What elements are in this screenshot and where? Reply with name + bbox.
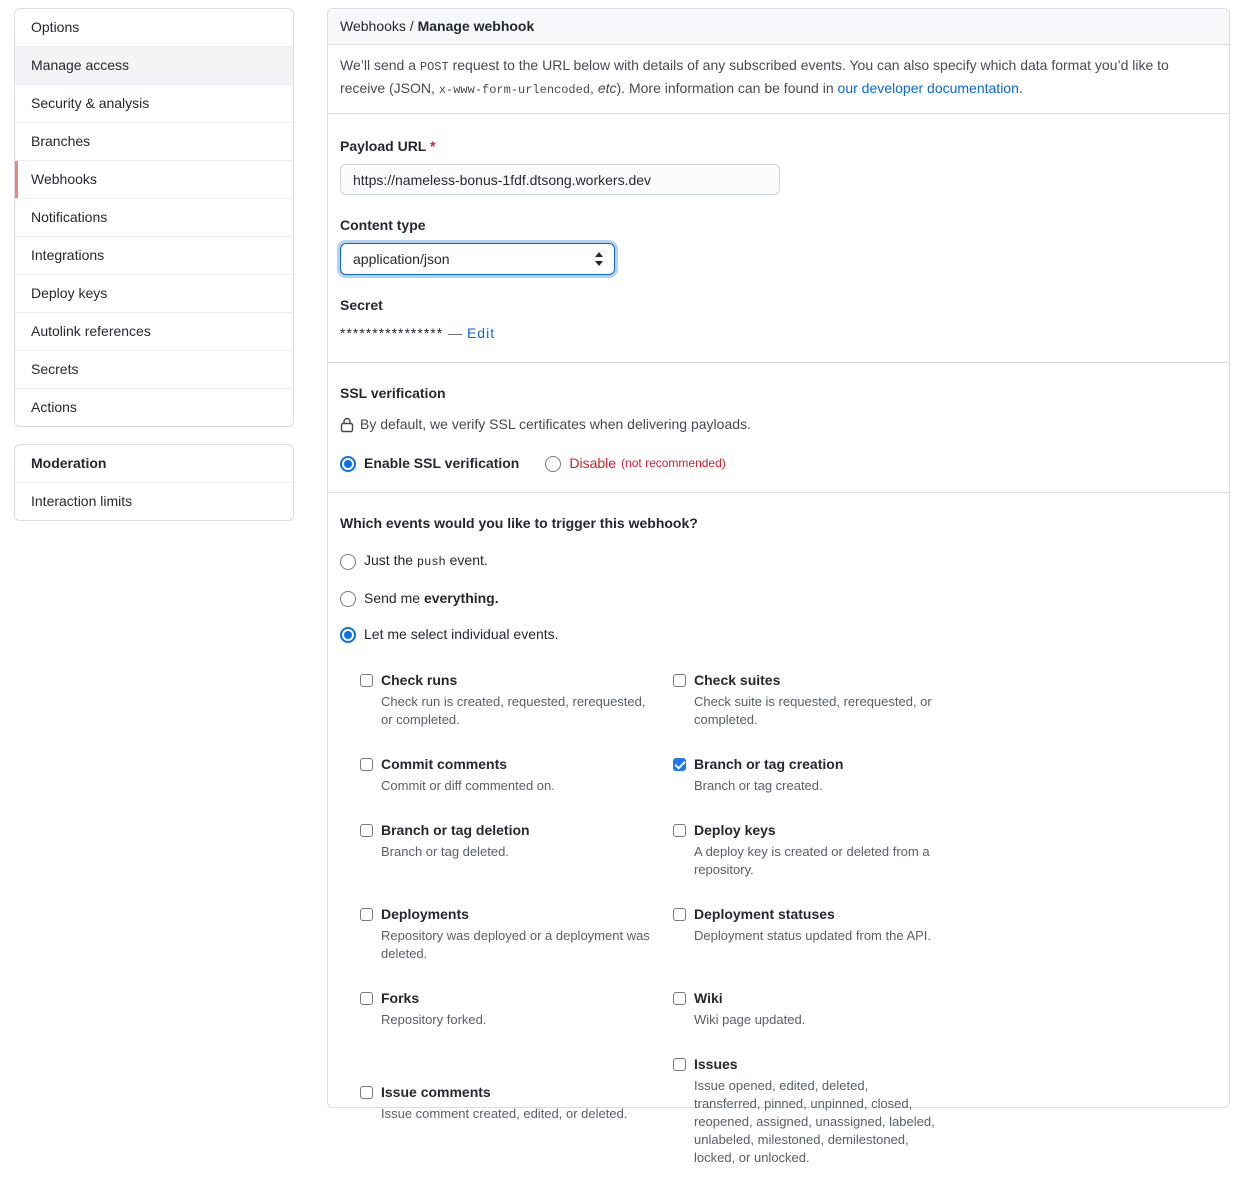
- sidebar-item-manage-access[interactable]: Manage access: [15, 46, 293, 84]
- payload-url-label-text: Payload URL: [340, 138, 427, 154]
- sidebar-item-secrets[interactable]: Secrets: [15, 350, 293, 388]
- developer-documentation-link[interactable]: our developer documentation: [837, 80, 1019, 96]
- event-title: Deployment statuses: [694, 906, 835, 922]
- individual-events-radio[interactable]: [340, 627, 356, 643]
- sidebar-item-branches[interactable]: Branches: [15, 122, 293, 160]
- sidebar-primary-box: [14, 8, 294, 427]
- breadcrumb-separator: /: [409, 18, 414, 34]
- check-runs-checkbox[interactable]: [360, 674, 373, 687]
- intro-code-post: POST: [419, 60, 449, 74]
- event-option-just-push: [340, 550, 1217, 573]
- just-push-label: [364, 550, 488, 573]
- event-commit-comments: [360, 755, 673, 795]
- sidebar-item-options[interactable]: Options: [31, 19, 80, 35]
- event-desc: Check suite is requested, rerequested, or completed.: [694, 694, 932, 727]
- event-desc: Issue comment created, edited, or deleted.: [381, 1106, 628, 1121]
- send-everything-label: [364, 588, 499, 609]
- ssl-disable-label: Disable: [569, 455, 617, 471]
- event-option-individual: [340, 624, 1217, 645]
- settings-sidebar: [14, 8, 294, 521]
- sidebar-item-webhooks[interactable]: Webhooks: [15, 160, 293, 198]
- required-asterisk: *: [430, 138, 436, 154]
- event-desc: Deployment status updated from the API.: [694, 928, 932, 943]
- intro-text: ,: [590, 80, 598, 96]
- intro-etc: etc: [597, 80, 617, 96]
- ssl-verification-section: [328, 362, 1229, 492]
- option-text-bold: everything.: [423, 590, 499, 606]
- ssl-note-row: [340, 414, 1217, 435]
- secret-edit-link[interactable]: Edit: [466, 325, 496, 341]
- event-title: Commit comments: [381, 756, 508, 772]
- issues-checkbox[interactable]: [673, 1058, 686, 1071]
- breadcrumb-webhooks-link[interactable]: Webhooks: [340, 18, 406, 34]
- event-check-runs: [360, 671, 673, 729]
- webhook-intro-text: [328, 45, 1229, 114]
- event-desc: Commit or diff commented on.: [381, 778, 555, 793]
- payload-url-label: [340, 136, 1217, 156]
- intro-text: request to the URL below with details of any subscribed events. You can also specify which data format you’d like to receive (JSON,: [340, 57, 1169, 96]
- ssl-enable-radio[interactable]: [340, 456, 356, 472]
- branch-tag-creation-checkbox[interactable]: [673, 758, 686, 771]
- event-deploy-keys: [673, 821, 1217, 879]
- ssl-disable-option: [545, 453, 725, 474]
- send-everything-radio[interactable]: [340, 591, 356, 607]
- just-push-radio[interactable]: [340, 554, 356, 570]
- event-option-everything: [340, 588, 1217, 609]
- ssl-heading: SSL verification: [340, 385, 446, 401]
- branch-tag-deletion-checkbox[interactable]: [360, 824, 373, 837]
- deployments-checkbox[interactable]: [360, 908, 373, 921]
- webhook-form-section: [328, 114, 1229, 362]
- content-type-label: Content type: [340, 217, 426, 233]
- event-desc: Branch or tag deleted.: [381, 844, 509, 859]
- event-title: Issue comments: [381, 1084, 491, 1100]
- event-branch-tag-deletion: [360, 821, 673, 861]
- event-issue-comments: [360, 1083, 673, 1123]
- event-desc: Check run is created, requested, rerequested, or completed.: [381, 694, 646, 727]
- ssl-note-text: By default, we verify SSL certificates when delivering payloads.: [360, 416, 751, 432]
- ssl-disable-note: (not recommended): [621, 456, 726, 470]
- payload-url-input[interactable]: [340, 164, 780, 195]
- deploy-keys-checkbox[interactable]: [673, 824, 686, 837]
- event-title: Deploy keys: [694, 822, 776, 838]
- select-updown-icon: [594, 252, 604, 266]
- sidebar-item-notifications[interactable]: Notifications: [15, 198, 293, 236]
- ssl-enable-label: Enable SSL verification: [364, 455, 520, 471]
- intro-text: We’ll send a: [340, 57, 420, 73]
- intro-code-urlencoded: x-www-form-urlencoded: [438, 83, 591, 97]
- event-forks: [360, 989, 673, 1029]
- commit-comments-checkbox[interactable]: [360, 758, 373, 771]
- ssl-radio-group: [340, 453, 1217, 474]
- breadcrumb-current: Manage webhook: [417, 18, 535, 34]
- issue-comments-checkbox[interactable]: [360, 1086, 373, 1099]
- event-title: Branch or tag creation: [694, 756, 844, 772]
- deployment-statuses-checkbox[interactable]: [673, 908, 686, 921]
- content-type-select[interactable]: [340, 243, 615, 275]
- sidebar-item-integrations[interactable]: Integrations: [15, 236, 293, 274]
- event-title: Wiki: [694, 990, 723, 1006]
- event-desc: Wiki page updated.: [694, 1012, 806, 1027]
- sidebar-moderation-box: [14, 444, 294, 521]
- manage-webhook-panel: [327, 8, 1230, 1165]
- forks-checkbox[interactable]: [360, 992, 373, 1005]
- option-text: Send me: [364, 590, 424, 606]
- event-title: Issues: [694, 1056, 738, 1072]
- individual-events-label: Let me select individual events.: [364, 626, 559, 642]
- lock-icon: [340, 417, 354, 433]
- event-branch-tag-creation: [673, 755, 1217, 795]
- event-title: Deployments: [381, 906, 469, 922]
- sidebar-item-autolink-references[interactable]: Autolink references: [15, 312, 293, 350]
- event-desc: Issue opened, edited, deleted, transferred, pinned, unpinned, closed, reopened, assigned, unassigned, labeled, unlabeled, milestoned, demilestoned, locked, or unlocked.: [694, 1078, 935, 1165]
- intro-text: .: [1018, 80, 1023, 96]
- event-desc: Repository forked.: [381, 1012, 487, 1027]
- event-title: Forks: [381, 990, 420, 1006]
- event-desc: A deploy key is created or deleted from a repository.: [694, 844, 930, 877]
- content-type-selected-value: application/json: [353, 251, 450, 267]
- secret-value-row: [340, 323, 1217, 344]
- option-text: Just the: [364, 552, 417, 568]
- event-desc: Repository was deployed or a deployment was deleted.: [381, 928, 650, 961]
- event-desc: Branch or tag created.: [694, 778, 823, 793]
- event-title: Check runs: [381, 672, 458, 688]
- events-grid: [360, 671, 1217, 1167]
- intro-text: ). More information can be found in: [616, 80, 838, 96]
- secret-label: Secret: [340, 297, 383, 313]
- breadcrumb: [328, 9, 1229, 45]
- push-code: push: [416, 555, 446, 569]
- event-wiki: [673, 989, 1217, 1029]
- event-title: Check suites: [694, 672, 781, 688]
- event-title: Branch or tag deletion: [381, 822, 530, 838]
- sidebar-item-interaction-limits[interactable]: Interaction limits: [15, 482, 293, 520]
- option-text: event.: [445, 552, 488, 568]
- check-suites-checkbox[interactable]: [673, 674, 686, 687]
- event-issues: [673, 1055, 1217, 1167]
- sidebar-item-actions[interactable]: Actions: [15, 388, 293, 426]
- events-section: [328, 492, 1229, 1185]
- wiki-checkbox[interactable]: [673, 992, 686, 1005]
- ssl-enable-option: [340, 453, 519, 474]
- ssl-disable-radio[interactable]: [545, 456, 561, 472]
- secret-separator: —: [448, 325, 463, 341]
- events-question: Which events would you like to trigger this webhook?: [340, 515, 698, 531]
- event-deployment-statuses: [673, 905, 1217, 945]
- secret-masked-value: ****************: [340, 325, 444, 341]
- event-check-suites: [673, 671, 1217, 729]
- sidebar-moderation-header: Moderation: [31, 455, 107, 471]
- sidebar-item-security-analysis[interactable]: Security & analysis: [15, 84, 293, 122]
- event-deployments: [360, 905, 673, 963]
- sidebar-item-deploy-keys[interactable]: Deploy keys: [15, 274, 293, 312]
